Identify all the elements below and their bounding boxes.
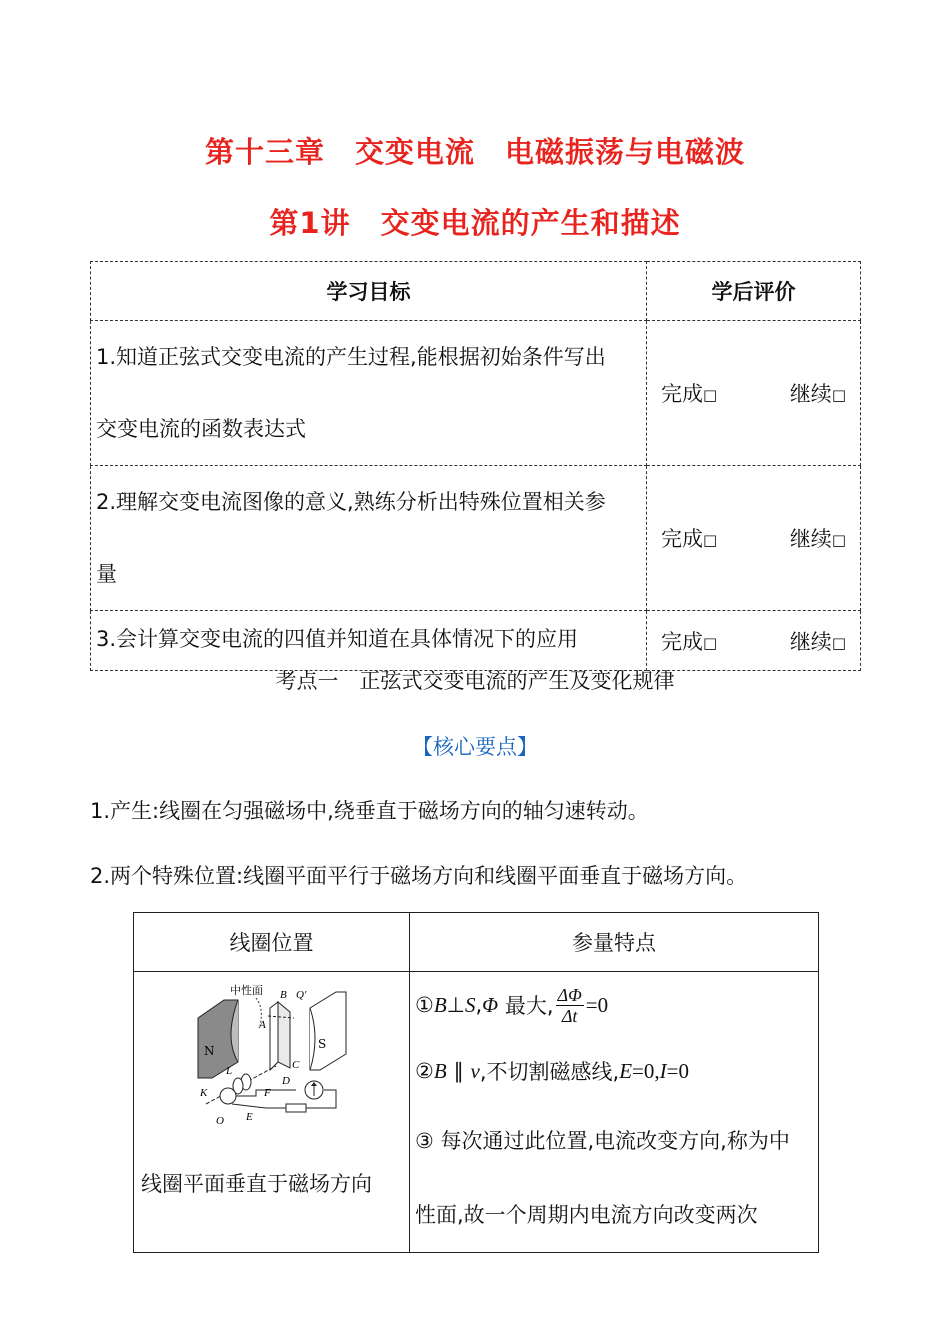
goal-1-eval — [647, 321, 861, 466]
feature-line-2: ② B ∥ v ,不切割磁感线, E =0, I =0 — [415, 1058, 689, 1084]
svg-text:E: E — [246, 1111, 253, 1123]
feature-line-3b: 性面,故一个周期内电流方向改变两次 — [415, 1203, 758, 1227]
svg-text:L: L — [226, 1065, 233, 1077]
north-label: N — [204, 1044, 215, 1058]
svg-text:O: O — [216, 1115, 224, 1127]
svg-text:F: F — [264, 1087, 271, 1099]
goal-2-done-option[interactable]: 完成□ — [661, 527, 718, 551]
goal-1-line2: 交变电流的函数表达式 — [96, 417, 306, 441]
lesson-title: 第1讲 交变电流的产生和描述 — [269, 206, 681, 240]
svg-text:A: A — [259, 1019, 266, 1031]
svg-text:Q′: Q′ — [296, 989, 307, 1001]
checkbox-icon[interactable]: □ — [831, 531, 846, 549]
coil-position-cell — [134, 972, 410, 1253]
svg-text:B: B — [280, 989, 287, 1001]
evaluation-header: 学后评价 — [647, 262, 861, 321]
goal-1-line1: 1.知道正弦式交变电流的产生过程,能根据初始条件写出 — [96, 345, 606, 369]
feature-line-3a: ③ 每次通过此位置,电流改变方向,称为中 — [415, 1129, 790, 1153]
goal-1-continue-option[interactable]: 继续□ — [789, 382, 846, 406]
goal-3-continue-option[interactable]: 继续□ — [789, 629, 846, 654]
coil-loop — [270, 1002, 278, 1070]
goal-3-done-option[interactable]: 完成□ — [661, 629, 718, 654]
goal-2-continue-option[interactable]: 继续□ — [789, 527, 846, 551]
feature-line-3 — [415, 1104, 818, 1252]
learning-goals-table — [90, 261, 861, 671]
parameter-header: 参量特点 — [410, 913, 819, 972]
resistor — [286, 1104, 306, 1112]
south-magnet — [310, 992, 346, 1070]
south-label: S — [318, 1037, 327, 1051]
point-1: 1.产生:线圈在匀强磁场中,绕垂直于磁场方向的轴匀速转动。 — [90, 799, 649, 823]
goal-3-line1: 3.会计算交变电流的四值并知道在具体情况下的应用 — [96, 627, 579, 651]
chapter-title: 第十三章 交变电流 电磁振荡与电磁波 — [204, 135, 745, 169]
key-points-heading: 【核心要点】 — [412, 735, 538, 759]
goals-header: 学习目标 — [91, 262, 647, 321]
checkbox-icon[interactable]: □ — [703, 386, 718, 404]
svg-text:C: C — [292, 1059, 300, 1071]
goal-3-eval — [647, 611, 861, 671]
checkbox-icon[interactable]: □ — [703, 633, 718, 652]
section-heading: 考点一 正弦式交变电流的产生及变化规律 — [275, 669, 675, 693]
goal-2 — [91, 466, 647, 611]
flux-rate-fraction: $\frac{\Delta\Phi}{\Delta t}$ — [557, 984, 582, 1026]
goal-2-eval — [647, 466, 861, 611]
generator-diagram — [186, 978, 356, 1128]
svg-text:D: D — [282, 1075, 290, 1087]
goal-2-line2: 量 — [96, 562, 117, 586]
neutral-plane-label: 中性面 — [230, 984, 263, 997]
coil-position-header: 线圈位置 — [134, 913, 410, 972]
goal-1 — [91, 321, 647, 466]
checkbox-icon[interactable]: □ — [831, 386, 846, 404]
point-2: 2.两个特殊位置:线圈平面平行于磁场方向和线圈平面垂直于磁场方向。 — [90, 864, 748, 888]
feature-table — [133, 912, 819, 1253]
goal-1-done-option[interactable]: 完成□ — [661, 382, 718, 406]
checkbox-icon[interactable]: □ — [703, 531, 718, 549]
feature-line-1: ① B ⊥ S , Φ 最大, $\frac{\Delta\Phi}{\Delta t}$ =0 — [415, 984, 609, 1026]
coil-position-caption: 线圈平面垂直于磁场方向 — [141, 1172, 372, 1196]
parameter-cell — [410, 972, 819, 1253]
svg-text:K: K — [200, 1087, 208, 1099]
goal-2-line1: 2.理解交变电流图像的意义,熟练分析出特殊位置相关参 — [96, 490, 606, 514]
checkbox-icon[interactable]: □ — [831, 633, 846, 652]
goal-3 — [91, 611, 647, 671]
